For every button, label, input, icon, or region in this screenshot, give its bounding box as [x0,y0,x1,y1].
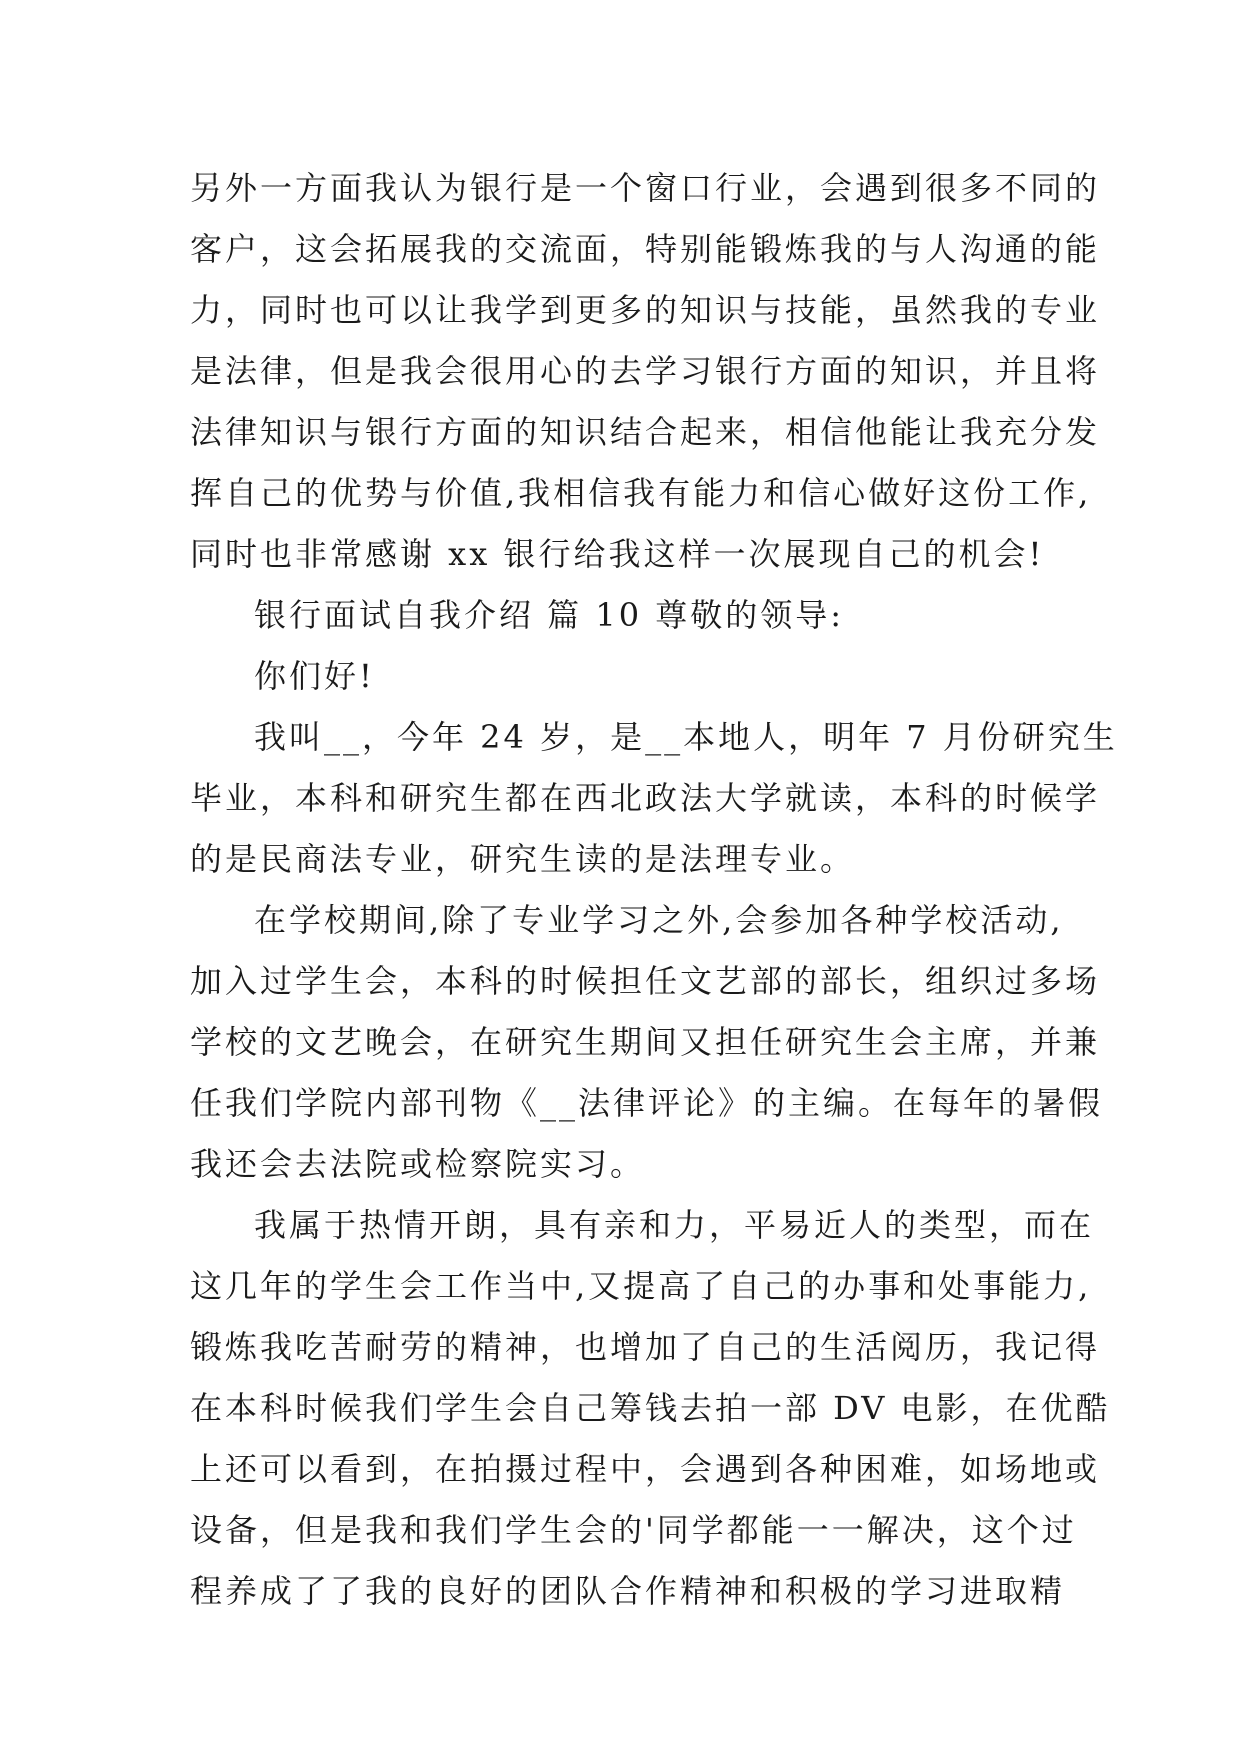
text-line: 我叫__，今年 24 岁，是__本地人，明年 7 月份研究生 [254,718,1118,756]
text-line: 在学校期间,除了专业学习之外,会参加各种学校活动, [254,901,1064,939]
paragraph [190,158,1101,585]
text-line: 另外一方面我认为银行是一个窗口行业，会遇到很多不同的 [190,169,1101,207]
text-line: 锻炼我吃苦耐劳的精神，也增加了自己的生活阅历，我记得 [190,1328,1101,1366]
text-line: 是法律，但是我会很用心的去学习银行方面的知识，并且将 [190,352,1101,390]
paragraph [190,707,1118,890]
text-line: 设备，但是我和我们学生会的'同学都能一一解决，这个过 [190,1511,1077,1549]
greeting [190,646,1050,707]
text-line: 上还可以看到，在拍摄过程中，会遇到各种困难，如场地或 [190,1450,1101,1488]
text-line: 银行面试自我介绍 篇 10 尊敬的领导: [254,596,845,634]
text-line: 这几年的学生会工作当中,又提高了自己的办事和处事能力, [190,1267,1092,1305]
text-line: 我还会去法院或检察院实习。 [190,1145,646,1183]
section-heading [190,585,1050,646]
text-line: 法律知识与银行方面的知识结合起来，相信他能让我充分发 [190,413,1101,451]
text-line: 同时也非常感谢 xx 银行给我这样一次展现自己的机会! [190,535,1045,573]
text-line: 客户，这会拓展我的交流面，特别能锻炼我的与人沟通的能 [190,230,1101,268]
text-line: 我属于热情开朗，具有亲和力，平易近人的类型，而在 [254,1206,1095,1244]
paragraph [190,890,1104,1195]
text-line: 程养成了了我的良好的团队合作精神和积极的学习进取精 [190,1572,1066,1610]
text-line: 在本科时候我们学生会自己筹钱去拍一部 DV 电影，在优酷 [190,1389,1111,1427]
text-line: 力，同时也可以让我学到更多的知识与技能，虽然我的专业 [190,291,1101,329]
text-line: 加入过学生会，本科的时候担任文艺部的部长，组织过多场 [190,962,1101,1000]
text-line: 任我们学院内部刊物《__法律评论》的主编。在每年的暑假 [190,1084,1104,1122]
paragraph [190,1195,1111,1622]
text-line: 的是民商法专业，研究生读的是法理专业。 [190,840,856,878]
text-line: 挥自己的优势与价值,我相信我有能力和信心做好这份工作, [190,474,1092,512]
document-body [190,158,1118,1622]
text-line: 你们好! [254,657,375,695]
text-line: 毕业，本科和研究生都在西北政法大学就读，本科的时候学 [190,779,1101,817]
text-line: 学校的文艺晚会，在研究生期间又担任研究生会主席，并兼 [190,1023,1101,1061]
